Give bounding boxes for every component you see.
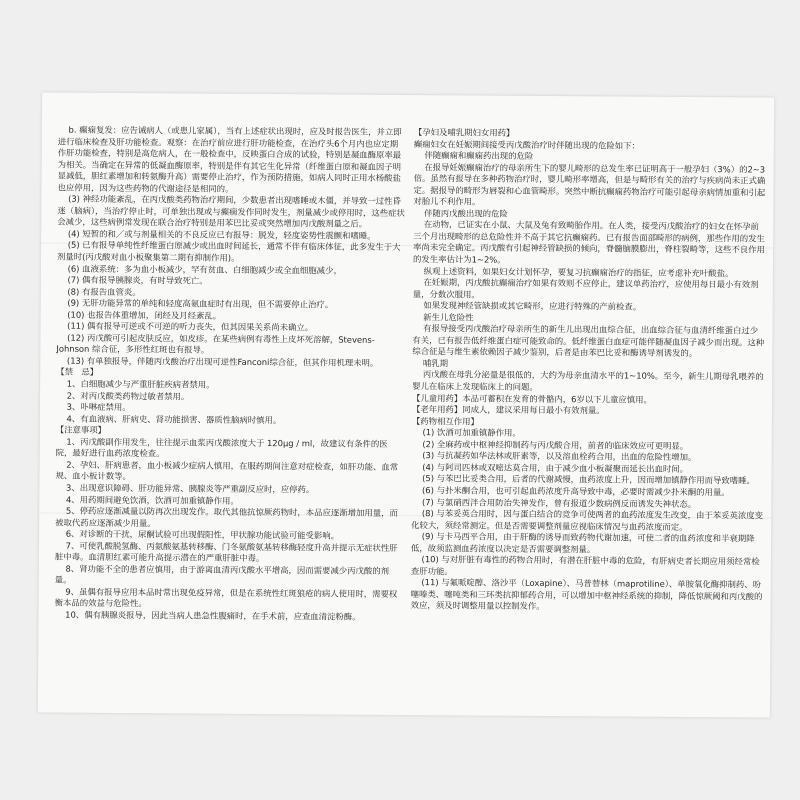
left_column-paragraph: (5) 已有报导单纯性纤维蛋白原减少或出血时间延长，通常不伴有临床体征，此多发生于大剂量时(丙戊酸对血小板聚集第二期有抑制作用)。	[56, 240, 401, 263]
left_column-paragraph: 1、白细胞减少与严重肝脏疾病者禁用。	[56, 378, 215, 390]
right_column-paragraph: 【儿童用药】本品可蓄积在发育的骨骼内，6岁以下儿童应慎用。	[412, 392, 652, 405]
right_column-paragraph: (10) 与对肝脏有毒性的药物合用时，有潜在肝脏中毒的危险，有肝病史者长期应用须经常检查肝功能。	[410, 554, 760, 577]
right_column-paragraph: 如果发现神经管缺损或其它畸形，应进行特殊的产前检查。	[412, 300, 642, 312]
left_column-paragraph: (4) 短暂的和／或与剂量相关的不良反应已有报导：脱发，轻度姿势性震颤和嗜睡。	[57, 228, 376, 241]
right_column-paragraph: 伴随癫痫和癫痫药出现的危险	[413, 150, 534, 161]
left_column-paragraph: (9) 无肝功能异常的单纯和轻度高氨血症时有出现，但不需要停止治疗。	[56, 297, 334, 310]
right_column-paragraph: 有报导接受丙戊酸治疗母亲所生的新生儿出现出血综合征，出血综合征与血清纤维蛋白过少有关，已有报告低纤维蛋白症可能致命的。低纤维蛋白血症可能伴随凝血因子减少而出现。这种综合征是与维生素依赖因子减少鉴别，后者是由苯巴比妥和酶诱导剂诱发的。	[412, 323, 765, 359]
right_column-paragraph: (9) 与卡马西平合用，由于肝酶的诱导而致药物代谢加速，可使二者的血药浓度和半衰期降低，故须监测血药浓度以决定是否需要调整剂量。	[410, 531, 755, 555]
left-column	[54, 125, 405, 624]
left_column-paragraph: 7、可使乳酸脱氢酶、丙氨酸氨基转移酶、门冬氨酸氨基转移酶轻度升高并提示无症状性肝脏中毒。血清胆红素可能升高提示潜在的严重肝脏中毒。	[54, 540, 398, 564]
right_column-paragraph: 哺乳期	[412, 357, 449, 369]
right_column-paragraph: 在妊娠期，丙戊酸抗癫痫治疗如果有效则不应停止，建议单药治疗，应使用每日最小有效剂量，分数次服用。	[412, 277, 759, 300]
left_column-paragraph: b. 癫痫复发：应告诫病人（或患儿家属），当有上述症状出现时，应及时报告医生，并立即进行临床检查及肝功能检查。观察：在治疗前应进行肝功能检查，在治疗头6个月内也应定期作肝功能检查，特别是高危病人，在一般检查中，反映蛋白合成的试验，特别是凝血酶原率最为相关。当确定在异常的低凝血酶原率，特别是伴有其它生化异常（纤维蛋白原和凝血因子明显减低，胆红素增加和转氨酶升高）需要停止治疗，作为预防措施，如病人同时正用水杨酸盐也应停用，因为这些药物的代谢途径是相同的。	[57, 124, 402, 194]
left_column-paragraph: (8) 有报告血管炎。	[56, 286, 141, 297]
left_column-paragraph: (13) 有单独报导，伴随丙戊酸治疗出现可逆性Fanconi综合征，但其作用机理未明。	[56, 355, 379, 368]
left_column-paragraph: 2、孕妇、肝病患者，血小板减少症病人慎用，在服药期间注意对症检查，如肝功能、血常规、血小板计数等。	[55, 459, 399, 482]
left_column-paragraph: 9、虽偶有报导应用本品时常出现免疫异常，但是在系统性红斑狼疮的病人使用时，需要权衡本品的效益与危险性。	[54, 586, 398, 609]
right_column-paragraph: (8) 与苯妥英合用时，因与蛋白结合的竞争可使两者的血药浓度发生改变，由于苯妥英浓度变化较大，须经常测定。但是否需要调整剂量应视临床情况与血药浓度而定。	[411, 508, 764, 532]
right_column-paragraph: (2) 全麻药或中枢神经抑制药与丙戊酸合用，前者的临床效应可更明显。	[411, 438, 689, 451]
right_column-paragraph: (11) 与氟哌啶醇、洛沙平（Loxapine）、马普替林（maprotiline）、单胺氧化酶抑制药、吩噻嗪类、噻吨类和三环类抗抑郁药合用，可以增加中枢神经系统的抑制，降低惊厥阈和丙戊酸的效应，须及时调整用量以控制发作。	[410, 577, 763, 612]
right_column-paragraph: (7) 与氯硝西泮合用防治失神发作，曾有报道少数病例反而诱发失神状态。	[411, 496, 697, 509]
left_column-paragraph: 10、偶有胰腺炎报导，因此当病人患急性腹痛时，在手术前，应查血清淀粉酶。	[54, 609, 361, 622]
right_column-paragraph: (3) 与抗凝药如华法林或肝素等，以及溶血栓药合用，出血的危险性增加。	[411, 450, 697, 463]
left_column-paragraph: (12) 丙戊酸可引起皮肤反应，如皮疹。在某些病例有毒性上皮坏死溶解，Stevens-Johnson 综合征，多形性红斑也有报导。	[56, 332, 375, 356]
left_column-paragraph: 5、停药应逐渐减量以防再次出现发作。取代其他抗惊厥药物时，本品应逐渐增加用量，而被取代药应逐渐减少用量。	[55, 505, 398, 528]
left_column-paragraph: 3、卟啉症禁用。	[55, 401, 131, 413]
left_column-paragraph: 2、对丙戊酸类药物过敏者禁用。	[56, 390, 190, 402]
right_column-paragraph: 丙戊酸在母乳分泌量是很低的，大约为母亲血清水平的1~10%。至今，新生儿期母乳喂养的婴儿在临床上发现临床上的问题。	[412, 369, 764, 392]
document-page	[38, 92, 774, 717]
left_column-paragraph: 4、用药期间避免饮酒，饮酒可加重镇静作用。	[55, 494, 239, 506]
left_column-paragraph: 1、丙戊酸副作用发生，往往提示血浆丙戊酸浓度大于 120μg / ml，故建议有条件的医院，最好进行血药浓度检查。	[55, 436, 388, 459]
right_column-paragraph: (5) 与苯巴比妥类合用，后者的代谢减慢，血药浓度上升，因而增加镇静作用而导致嗜睡。	[411, 473, 755, 486]
right_column-paragraph: 伴随丙戊酸出现的危险	[413, 207, 508, 219]
left_column-paragraph: 8、肾功能不全的患者应慎用，由于游离血清丙戊酸水平增高，因而需要减少丙戊酸的剂量。	[54, 563, 390, 585]
left_column-paragraph: (3) 神经功能紊乱，在丙戊酸类药物治疗期间，少数患者出现嗜睡或木僵，并导致一过性昏迷（脑病），当治疗停止时，可单独出现或与癫痫发作同时发生，剂量减少或停用时，这些症状会减少，这些病例常发现在联合治疗特别是用苯巴比妥或突然增加丙戊酸剂量之后。	[57, 193, 405, 230]
right_column-paragraph: (4) 与阿司匹林或双嘧达莫合用，由于减少血小板凝聚而延长出血时间。	[411, 461, 689, 474]
right_column-paragraph: 【药物相互作用】	[411, 415, 479, 427]
right_column-paragraph: 【老年用药】同成人，建议采用每日最小有效剂量。	[411, 404, 605, 416]
left_column-paragraph: (11) 偶有报导可逆或不可逆的听力丧失，但其因果关系尚未确立。	[56, 320, 314, 333]
right_column-paragraph: 新生儿危险性	[412, 311, 474, 323]
right_column-paragraph: (1) 饮酒可加重镇静作用。	[411, 427, 521, 439]
left_column-paragraph: 6、对诊断的干扰，尿酮试验可出现假阳性，甲状腺功能试验可能受影响。	[55, 528, 340, 541]
left_column-paragraph: (6) 血液系统：多为血小板减少，罕有贫血、白细胞减少或全血细胞减少。	[56, 263, 342, 276]
right_column-paragraph: 在报导妊娠癫痫治疗的母亲所生下的婴儿畸形的总发生率已证明高于一般孕妇（3%）的2~3倍。虽然有报导在多种药物治疗时，婴儿畸形率增高，但是与畸形有关的治疗与疾病尚未正式确定。据报导的畸形为唇裂和心血管畸形。突然中断抗癫痫药物治疗可能引起母亲病情加重和引起对胎儿不利作用。	[413, 161, 766, 207]
left_column-paragraph: 【禁 忌】	[56, 367, 99, 378]
left_column-paragraph: (10) 也报告体重增加，闭经及月经紊乱。	[56, 309, 222, 321]
left_column-paragraph: 【注意事项】	[55, 424, 107, 436]
left_column-paragraph: 4、有血液病、肝病史、肾功能损害、器质性脑病时慎用。	[55, 413, 282, 425]
right_column-paragraph: 纵观上述资料，如果妇女计划怀孕，要复习抗癫痫治疗的指征，应考虑补充叶酸盐。	[412, 265, 734, 278]
right-column	[411, 127, 766, 614]
left_column-paragraph: 3、出现意识障碍、肝功能异常、胰腺炎等严重副反应时，应停药。	[55, 482, 315, 495]
right_column-paragraph: 癫痫妇女在妊娠期间接受丙戊酸治疗时伴随出现的危险如下：	[413, 138, 640, 151]
left_column-paragraph: (7) 偶有报导胰腺炎，有时导致死亡。	[56, 274, 208, 286]
right_column-paragraph: 在动物，已证实在小鼠、大鼠及兔有致畸胎作用。在人类，接受丙戊酸治疗的妇女在怀孕前三个月出现畸形的总危险性并不高于其它抗癫痫药。已有报告面部畸形的病例，那些作用的发生率尚未完全确定。丙戊酸有引起神经管缺损的倾向，脊髓脑膜膨出，脊柱裂畸等，这些不良作用的发生率估计为1~2%。	[412, 219, 765, 265]
right_column-paragraph: 【孕妇及哺乳期妇女用药】	[413, 127, 515, 138]
right_column-paragraph: (6) 与扑米酮合用，也可引起血药浓度升高导致中毒，必要时需减少扑米酮的用量。	[411, 484, 730, 498]
